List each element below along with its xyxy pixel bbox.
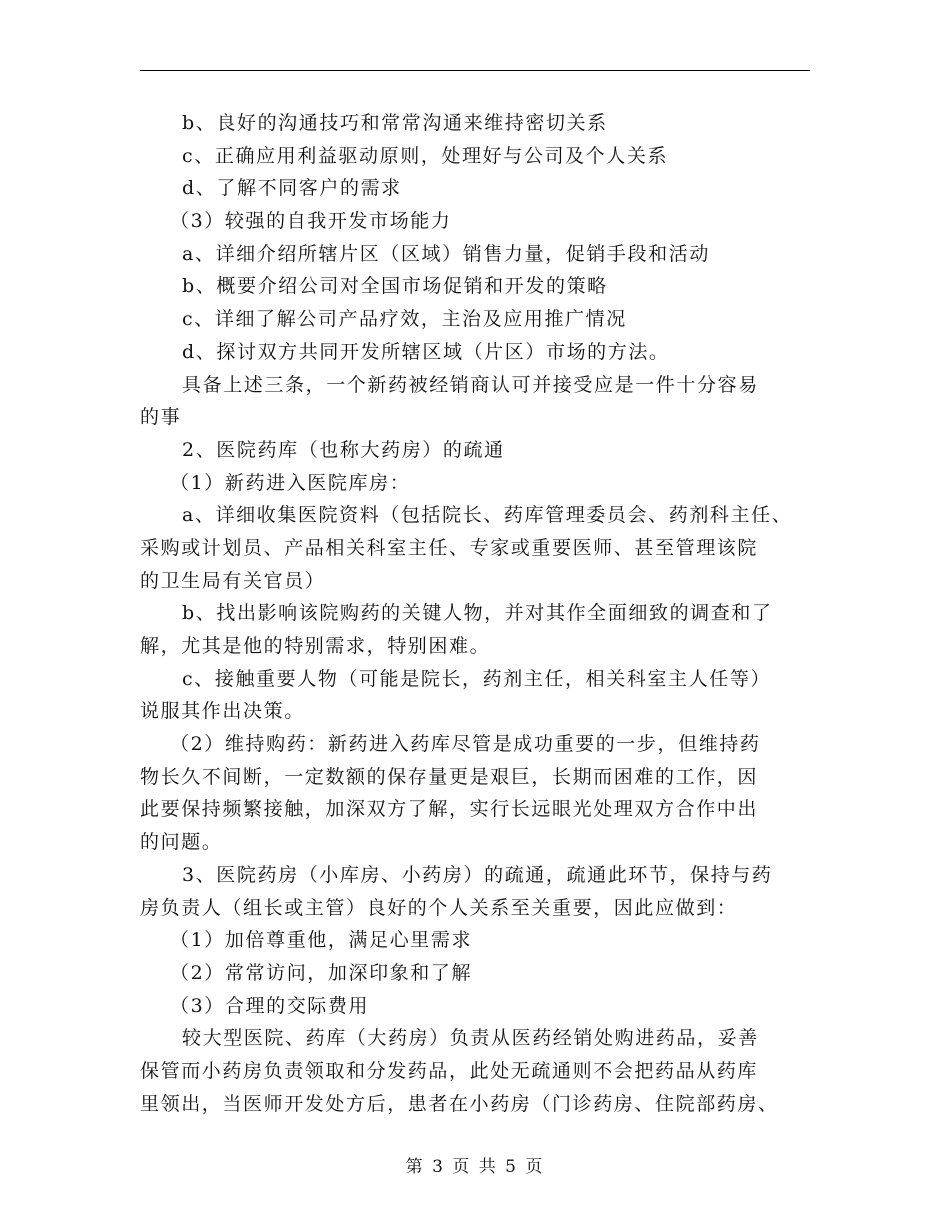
text-line: b、找出影响该院购药的关键人物，并对其作全面细致的调查和了 [182, 602, 773, 625]
document-body [140, 107, 820, 1120]
text-line: b、概要介绍公司对全国市场促销和开发的策略 [182, 275, 608, 298]
text-line: 的问题。 [140, 831, 223, 854]
text-line: a、详细收集医院资料（包括院长、药库管理委员会、药剂科主任、 [182, 504, 793, 527]
text-line: 里领出，当医师开发处方后，患者在小药房（门诊药房、住院部药房、 [140, 1092, 779, 1115]
text-line: 3、医院药房（小库房、小药房）的疏通，疏通此环节，保持与药 [182, 863, 773, 886]
text-line: 保管而小药房负责领取和分发药品，此处无疏通则不会把药品从药库 [140, 1059, 759, 1082]
text-line: 的卫生局有关官员） [140, 569, 326, 592]
text-line: （2）维持购药：新药进入药库尽管是成功重要的一步，但维持药 [170, 733, 761, 756]
text-line: 采购或计划员、产品相关科室主任、专家或重要医师、甚至管理该院 [140, 536, 759, 559]
text-line: c、正确应用利益驱动原则，处理好与公司及个人关系 [182, 144, 669, 167]
text-line: c、接触重要人物（可能是院长，药剂主任，相关科室主人任等） [182, 667, 772, 690]
text-line: （3）合理的交际费用 [170, 994, 370, 1017]
text-line: 具备上述三条，一个新药被经销商认可并接受应是一件十分容易 [182, 373, 759, 396]
text-line: d、探讨双方共同开发所辖区域（片区）市场的方法。 [182, 340, 670, 363]
text-line: （1）加倍尊重他，满足心里需求 [170, 929, 473, 952]
text-line: 2、医院药库（也称大药房）的疏通 [182, 438, 505, 461]
text-line: 解，尤其是他的特别需求，特别困难。 [140, 635, 491, 657]
text-line: c、详细了解公司产品疗效，主治及应用推广情况 [182, 308, 627, 331]
text-line: a、详细介绍所辖片区（区域）销售力量，促销手段和活动 [182, 242, 710, 265]
text-line: 较大型医院、药库（大药房）负责从医药经销处购进药品，妥善 [182, 1027, 759, 1050]
text-line: （2）常常访问，加深印象和了解 [170, 961, 473, 984]
text-line: 物长久不间断，一定数额的保存量更是艰巨，长期而困难的工作，因 [140, 765, 759, 788]
text-line: 此要保持频繁接触，加深双方了解，实行长远眼光处理双方合作中出 [140, 798, 759, 821]
text-line: d、了解不同客户的需求 [182, 177, 402, 200]
text-line: b、良好的沟通技巧和常常沟通来维持密切关系 [182, 112, 608, 134]
text-line: （1）新药进入医院库房： [170, 471, 411, 494]
header-rule [140, 70, 810, 71]
text-line: 的事 [140, 406, 182, 429]
text-line: 房负责人（组长或主管）良好的个人关系至关重要，因此应做到： [140, 896, 738, 919]
text-line: 说服其作出决策。 [140, 700, 305, 723]
page-footer: 第 3 页 共 5 页 [405, 1157, 545, 1177]
text-line: （3）较强的自我开发市场能力 [170, 210, 452, 233]
